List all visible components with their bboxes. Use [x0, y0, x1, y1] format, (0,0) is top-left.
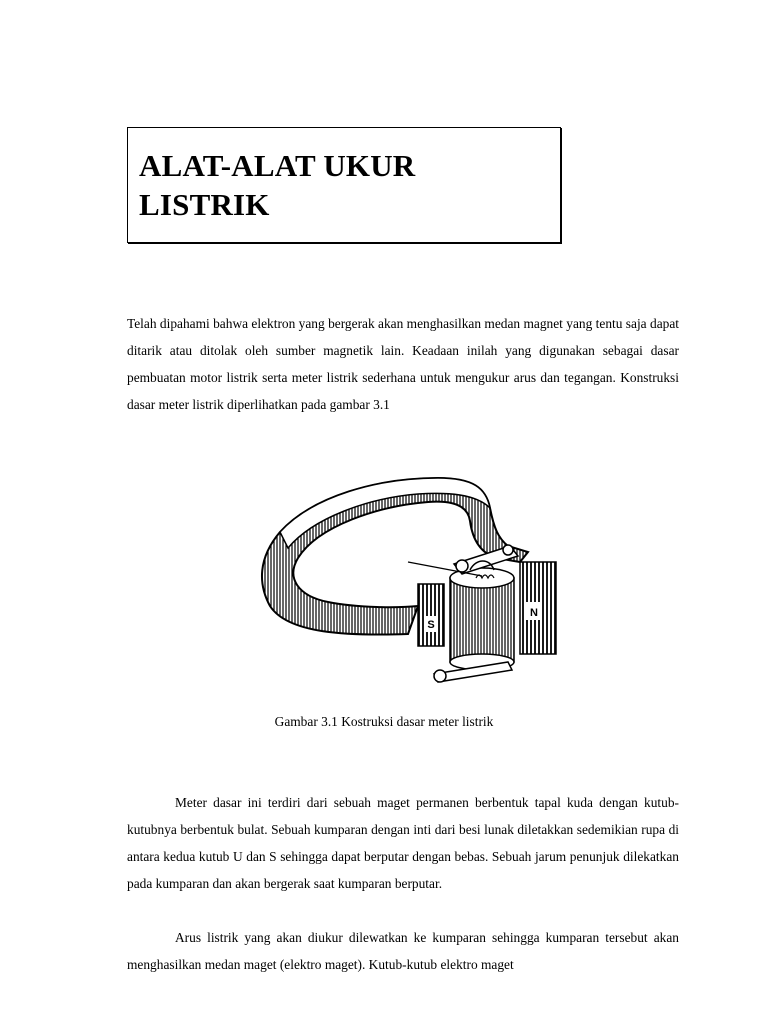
page-title [139, 146, 415, 224]
title-line-1: ALAT-ALAT UKUR [139, 148, 416, 183]
title-box [127, 127, 561, 243]
label-s: S [427, 619, 435, 631]
title-line-2: LISTRIK [139, 187, 270, 222]
paragraph-meter-basic: Meter dasar ini terdiri dari sebuah maget permanen berbentuk tapal kuda dengan kutub-kutubnya berbentuk bulat. Sebuah kumparan dengan inti dari besi lunak diletakkan sedemikian rupa di antara kedua kutub U dan S sehingga dapat berputar dengan bebas. Sebuah jarum penunjuk dilekatkan pada kumparan dan akan bergerak saat kumparan berputar. [127, 795, 679, 891]
figure-caption: Gambar 3.1 Kostruksi dasar meter listrik [274, 714, 494, 729]
label-n: N [530, 607, 538, 619]
pole-s [418, 584, 444, 646]
paragraph-current: Arus listrik yang akan diukur dilewatkan ke kumparan sehingga kumparan tersebut akan menghasilkan medan maget (elektro maget). Kutub-kutub elektro maget [127, 930, 679, 972]
paragraph-intro: Telah dipahami bahwa elektron yang bergerak akan menghasilkan medan magnet yang tentu saja dapat ditarik atau ditolak oleh sumber magnetik lain. Keadaan inilah yang digunakan sebagai dasar pembuatan motor listrik serta meter listrik sederhana untuk mengukur arus dan tegangan. Konstruksi dasar meter listrik diperlihatkan pada gambar 3.1 [127, 316, 679, 412]
meter-construction-figure [258, 466, 568, 694]
coil [450, 578, 514, 662]
